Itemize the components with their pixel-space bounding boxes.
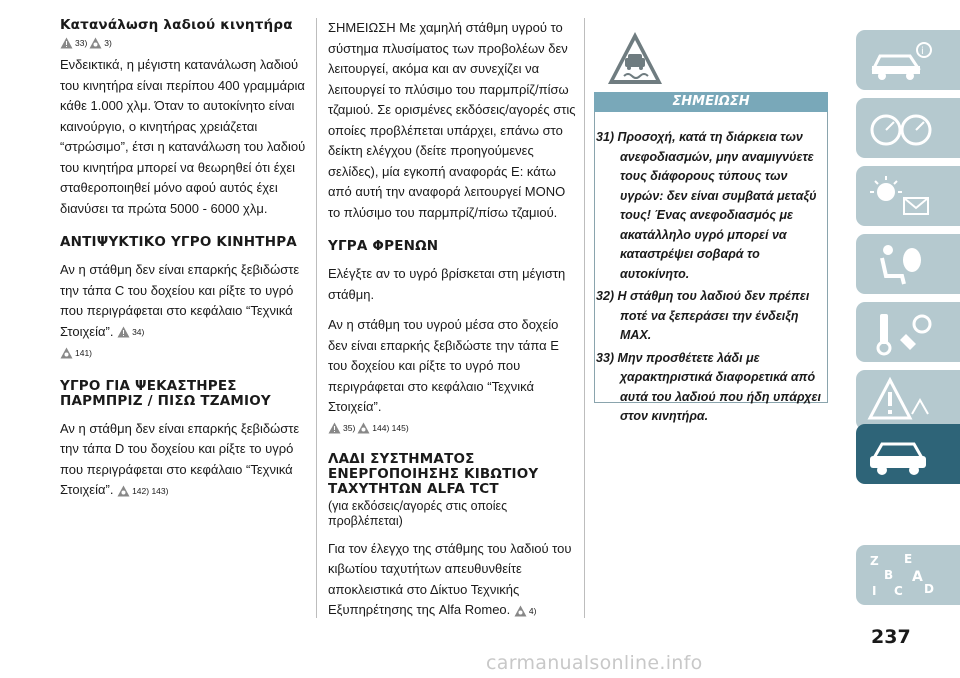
svg-text:I: I (872, 584, 877, 598)
note-list (596, 128, 824, 430)
car-info-icon (864, 34, 940, 86)
warning-road-icon (864, 374, 940, 426)
warning-ref: 33) (75, 38, 88, 48)
column-divider-left (316, 18, 317, 618)
airbag-seat-icon (864, 238, 940, 290)
dashboard-icon (864, 102, 940, 154)
middle-column (328, 18, 578, 621)
watermark: carmanualsonline.info (486, 652, 703, 674)
note-item: 31) Προσοχή, κατά τη διάρκεια των ανεφοδιασμών, μην αναμιγνύετε τους διάφορους τύπους των υγρών: δεν είναι συμβατά μεταξύ τους! Ένας ανεφοδιασμός με ακατάλληλο υγρό μπορεί να καταστρέψει σοβαρά το αυτοκίνητο. (596, 130, 817, 281)
tab-dashboard[interactable] (856, 98, 960, 158)
note-item: 32) Η στάθμη του λαδιού δεν πρέπει ποτέ να ξεπεράσει την ένδειξη MAX. (596, 289, 810, 342)
coolant-caution-ref: 141) (75, 347, 93, 358)
warning-triangle-icon (60, 37, 73, 49)
washer-fluid-body: Αν η στάθμη δεν είναι επαρκής ξεβιδώστε την τάπα D του δοχείου και ρίξτε το υγρό που περιγράφεται στο κεφάλαιο “Τεχνικά Στοιχεία”. (60, 420, 300, 497)
tct-refs (514, 605, 537, 617)
column-divider-right (584, 18, 585, 618)
tab-key-ignition[interactable] (856, 302, 960, 362)
washer-caution-refs: 142) 143) (132, 485, 169, 496)
svg-text:E: E (904, 552, 913, 566)
warning-triangle-icon (328, 422, 341, 434)
caution-ref: 3) (104, 38, 112, 48)
page-number: 237 (871, 626, 911, 648)
car-service-icon (864, 428, 940, 480)
coolant-refs (117, 326, 144, 338)
caution-triangle-icon (117, 485, 130, 497)
tab-index[interactable] (856, 545, 960, 605)
heading-washer-fluid: ΥΓΡΟ ΓΙΑ ΨΕΚΑΣΤΗΡΕΣ ΠΑΡΜΠΡΙΖ / ΠΙΣΩ ΤΖΑΜΙΟΥ (60, 377, 271, 409)
svg-text:C: C (894, 584, 903, 598)
tct-oil-subtitle: (για εκδόσεις/αγορές στις οποίες προβλέπεται) (328, 498, 508, 528)
tab-car-service[interactable] (856, 424, 960, 484)
svg-text:i: i (921, 46, 924, 57)
brake-fluid-topup-text: Αν η στάθμη του υγρού μέσα στο δοχείο δεν είναι επαρκής ξεβιδώστε την τάπα E του δοχείου και ρίξτε το υγρό που περιγράφεται στο κεφάλαιο “Τεχνικά Στοιχεία”. (328, 317, 559, 414)
tab-airbag-seat[interactable] (856, 234, 960, 294)
slippery-road-warning-icon (606, 30, 664, 86)
svg-text:B: B (884, 568, 894, 582)
brake-caution-refs: 144) 145) (372, 422, 409, 433)
heading-engine-oil-consumption: Κατανάλωση λαδιού κινητήρα (60, 17, 293, 33)
tct-oil-text (328, 539, 578, 621)
washer-note-text: ΣΗΜΕΙΩΣΗ Με χαμηλή στάθμη υγρού το σύστημα πλυσίματος των προβολέων δεν λειτουργεί, ακόμα και αν συνεχίζει να λειτουργεί το πλύσιμο του παρμπρίζ/πίσω τζαμιού. Σε ορισμένες εκδόσεις/αγορές στις οποίες προβλέπεται υπάρχει, επάνω στο δείκτη ελέγχου (δείτε προηγούμενες σελίδες), μία εγκοπή αναφοράς E: κάτω από αυτή την αναφορά λειτουργεί ΜΟΝΟ το πλύσιμο του παρμπρίζ/πίσω τζαμιού. (328, 20, 576, 220)
washer-fluid-text (60, 419, 308, 501)
brake-fluid-check-text: Ελέγξτε αν το υγρό βρίσκεται στη μέγιστη στάθμη. (328, 266, 566, 302)
svg-text:A: A (912, 569, 923, 585)
caution-triangle-icon (514, 605, 527, 617)
oil-consumption-text: Ενδεικτικά, η μέγιστη κατανάλωση λαδιού του κινητήρα είναι περίπου 400 γραμμάρια κάθε 1.000 χλμ. Όταν το αυτοκίνητο είναι καινούργιο, ο κινητήρας χρειάζεται “στρώσιμο”, έτσι η κατανάλωση του λαδιού του κινητήρα μπορεί να θεωρηθεί ότι έχει σταθεροποιηθεί μόνο αφού αυτός έχει διανύσει τα πρώτα 5000 - 6000 χλμ. (60, 57, 306, 216)
heading-brake-fluid: ΥΓΡΑ ΦΡΕΝΩΝ (328, 238, 439, 254)
tab-warning-road[interactable] (856, 370, 960, 430)
coolant-text (60, 260, 308, 363)
index-letters-icon (864, 549, 940, 601)
caution-triangle-icon (357, 422, 370, 434)
heading-coolant: ΑΝΤΙΨΥΚΤΙΚΟ ΥΓΡΟ ΚΙΝΗΤΗΡΑ (60, 234, 297, 250)
note-item: 33) Μην προσθέτετε λάδι με χαρακτηριστικά διαφορετικά από αυτά του λαδιού που ήδη υπάρχει στον κινητήρα. (596, 350, 821, 423)
warning-triangle-icon (117, 326, 130, 338)
coolant-text-body: Αν η στάθμη δεν είναι επαρκής ξεβιδώστε την τάπα C του δοχείου και ρίξτε το υγρό που περιγράφεται στο κεφάλαιο “Τεχνικά Στοιχεία”. (60, 262, 300, 339)
svg-text:D: D (924, 582, 934, 596)
caution-triangle-icon (89, 37, 102, 49)
washer-refs (117, 485, 168, 497)
key-ignition-icon (864, 306, 940, 358)
tab-car-info[interactable] (856, 30, 960, 90)
heading-tct-oil: ΛΑΔΙ ΣΥΣΤΗΜΑΤΟΣ ΕΝΕΡΓΟΠΟΙΗΣΗΣ ΚΙΒΩΤΙΟΥ ΤΑΧΥΤΗΤΩΝ ALFA TCT (328, 450, 539, 497)
left-column (60, 18, 308, 501)
note-panel-title: ΣΗΜΕΙΩΣΗ (594, 92, 828, 112)
caution-triangle-icon (60, 347, 73, 359)
tab-lights[interactable] (856, 166, 960, 226)
svg-text:Z: Z (870, 554, 879, 568)
brake-warning-ref: 35) (343, 422, 356, 433)
tct-oil-body: Για τον έλεγχο της στάθμης του λαδιού του κιβωτίου ταχυτήτων απευθυνθείτε αποκλειστικά στο Δίκτυο Τεχνικής Εξυπηρέτησης της Alfa Romeo. (328, 540, 572, 617)
warning-refs (60, 35, 308, 51)
tct-caution-ref: 4) (528, 605, 537, 616)
brake-refs (328, 420, 578, 436)
lights-icon (864, 170, 940, 222)
coolant-refs-2 (60, 347, 92, 359)
coolant-warning-ref: 34) (132, 327, 145, 338)
